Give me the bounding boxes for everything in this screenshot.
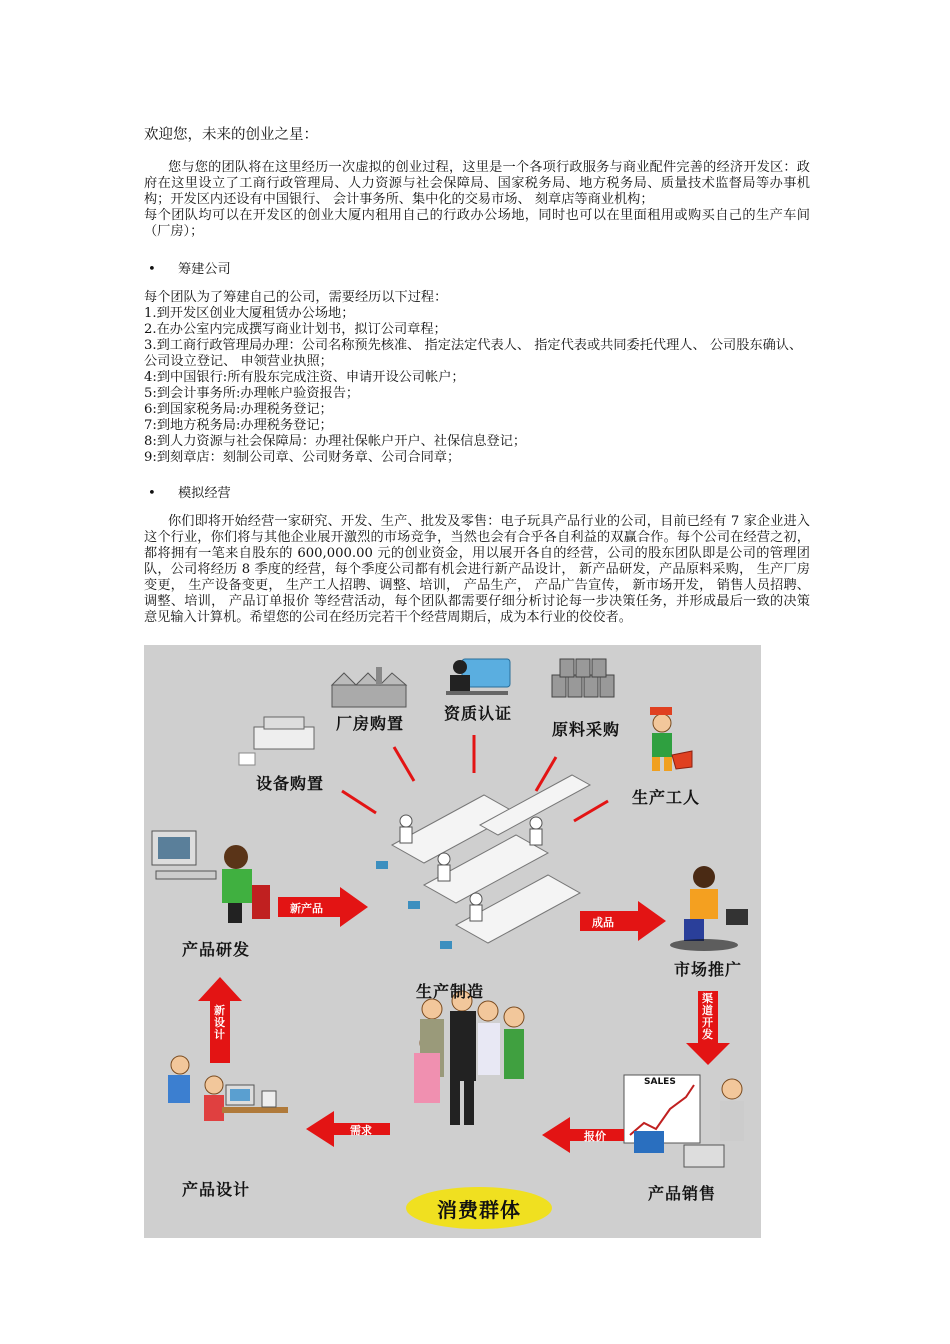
- list-item: 7:到地方税务局:办理税务登记；: [144, 418, 333, 433]
- sales-icon: [624, 1075, 744, 1167]
- factory-icon: [332, 667, 406, 707]
- list-item: 4:到中国银行:所有股东完成注资、申请开设公司帐户；: [144, 370, 465, 385]
- label-design: 产品设计: [182, 1180, 251, 1199]
- list-item: 9:到刻章店：刻制公司章、公司财务章、公司合同章；: [144, 450, 461, 465]
- section1-title: 筹建公司: [178, 262, 231, 277]
- label-equipment: 设备购置: [256, 774, 325, 793]
- section2-heading: [148, 482, 231, 501]
- arrow-demand: [306, 1111, 390, 1147]
- label-consumers: 消费群体: [406, 1187, 552, 1229]
- intro-text-2: 每个团队均可以在开发区的创业大厦内租用自己的行政办公场地，同时也可以在里面租用或购买自己的生产车间（厂房）；: [144, 208, 810, 239]
- consumer-crowd-icon: [414, 991, 524, 1125]
- arrow-label-finished: 成品: [592, 916, 614, 929]
- list-item: 2.在办公室内完成撰写商业计划书，拟订公司章程；: [144, 322, 447, 337]
- section1-list: [144, 290, 810, 466]
- arrow-label-new-design: 新设计: [214, 1004, 225, 1041]
- greeting: 欢迎您，未来的创业之星：: [144, 127, 318, 143]
- label-sales: 产品销售: [648, 1184, 717, 1203]
- arrow-label-channel: 渠道开发: [702, 992, 713, 1041]
- materials-icon: [552, 659, 614, 697]
- intro-paragraph: [144, 160, 810, 240]
- arrow-quote: [542, 1117, 624, 1153]
- bullet-icon: •: [148, 486, 156, 501]
- connector-workers: [574, 801, 608, 821]
- section2-paragraph: [144, 514, 810, 626]
- label-factory: 厂房购置: [336, 714, 405, 733]
- label-marketing: 市场推广: [674, 960, 743, 979]
- bullet-icon: •: [148, 262, 156, 277]
- worker-icon: [650, 707, 692, 771]
- label-certification: 资质认证: [444, 704, 513, 723]
- connector-factory: [394, 747, 414, 781]
- label-materials: 原料采购: [552, 720, 621, 739]
- label-rnd: 产品研发: [182, 940, 251, 959]
- list-item: 6:到国家税务局:办理税务登记；: [144, 402, 333, 417]
- production-line-icon: [376, 775, 590, 949]
- marketing-icon: [670, 866, 748, 951]
- list-item: 3.到工商行政管理局办理：公司名称预先核准、 指定法定代表人、 指定代表或共同委托代理人、 公司股东确认、 公司设立登记、 申领营业执照；: [144, 338, 803, 369]
- section2-text: 你们即将开始经营一家研究、开发、生产、批发及零售：电子玩具产品行业的公司，目前已经有 7 家企业进入这个行业，你们将与其他企业展开激烈的市场竞争，当然也会有合乎各自利益的双赢合作。每个公司在经营之初，都将拥有一笔来自股东的 600,000.00 元的创业资金，用以展开各自的经营，公司的股东团队即是公司的管理团队，公司将经历 8 季度的经营，每个季度公司都有机会进行新产品设计， 新产品研发，产品原料采购， 生产厂房变更， 生产设备变更， 生产工人招聘、调整、培训， 产品生产， 产品广告宣传， 新市场开发， 销售人员招聘、调整、培训， 产品订单报价 等经营活动，每个团队都需要仔细分析讨论每一步决策任务，并形成最后一致的决策意见输入计算机。希望您的公司在经历完若干个经营周期后，成为本行业的佼佼者。: [144, 514, 810, 625]
- business-flow-diagram: [144, 645, 761, 1238]
- rnd-icon: [152, 831, 270, 923]
- arrow-label-demand: 需求: [350, 1124, 372, 1137]
- intro-text-1: 您与您的团队将在这里经历一次虚拟的创业过程，这里是一个各项行政服务与商业配件完善的经济开发区：政府在这里设立了工商行政管理局、人力资源与社会保障局、国家税务局、地方税务局、质量技术监督局等办事机构；开发区内还设有中国银行、 会计事务所、集中化的交易市场、 刻章店等商业机构；: [144, 160, 810, 207]
- section2-title: 模拟经营: [178, 486, 231, 501]
- list-item: 5:到会计事务所:办理帐户验资报告；: [144, 386, 360, 401]
- label-workers: 生产工人: [632, 788, 701, 807]
- certification-icon: [446, 659, 510, 695]
- section1-heading: [148, 258, 231, 277]
- sales-chart-text: SALES: [644, 1077, 676, 1087]
- list-item: 1.到开发区创业大厦租赁办公场地；: [144, 306, 355, 321]
- list-item: 8:到人力资源与社会保障局：办理社保帐户开户、社保信息登记；: [144, 434, 527, 449]
- design-icon: [168, 1056, 288, 1121]
- arrow-label-new-product: 新产品: [290, 902, 323, 915]
- label-manufacturing: 生产制造: [416, 982, 485, 1001]
- arrow-label-quote: 报价: [584, 1130, 606, 1143]
- equipment-icon: [239, 717, 314, 765]
- section1-lead: 每个团队为了筹建自己的公司，需要经历以下过程：: [144, 290, 448, 305]
- connector-equipment: [342, 791, 376, 813]
